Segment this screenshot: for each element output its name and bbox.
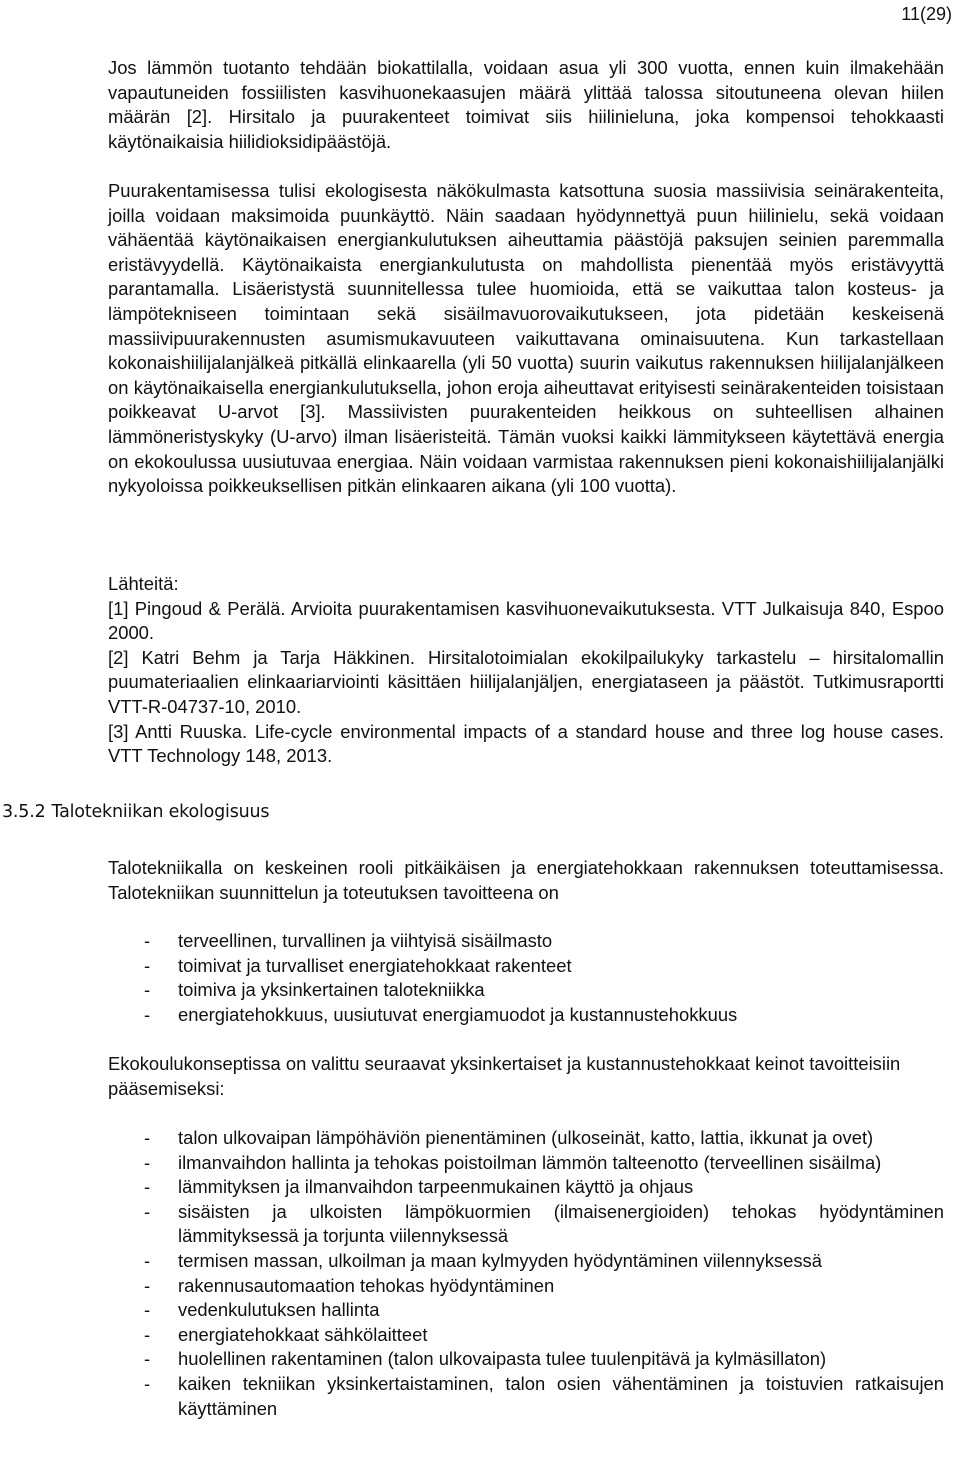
list-item-text: huolellinen rakentaminen (talon ulkovaipasta tulee tuulenpitävä ja kylmäsillaton) bbox=[178, 1348, 827, 1370]
list-item bbox=[108, 1298, 944, 1323]
list-item bbox=[108, 1126, 944, 1151]
page-number: 11(29) bbox=[901, 4, 952, 24]
dash-bullet: - bbox=[144, 1151, 151, 1173]
list-item-text: toimivat ja turvalliset energiatehokkaat rakenteet bbox=[178, 954, 572, 976]
measures-list bbox=[108, 1126, 944, 1421]
list-item-text: energiatehokkaat sähkölaitteet bbox=[178, 1323, 428, 1345]
dash-bullet: - bbox=[144, 1274, 151, 1296]
dash-bullet: - bbox=[144, 1323, 151, 1345]
paragraph-carbon-sink: Jos lämmön tuotanto tehdään biokattilalla, voidaan asua yli 300 vuotta, ennen kuin ilmakehään vapautuneiden fossiilisten kasvihuonekaasujen määrä ylittää talossa sitoutuneena olevan hiilen määrän [2]. Hirsitalo ja puurakenteet toimivat siis hiilinieluna, joka kompensoi tehokkaasti käytönaikaisia hiilidioksidipäästöjä. bbox=[108, 57, 944, 152]
list-item bbox=[108, 1249, 944, 1274]
list-item bbox=[108, 929, 944, 954]
list-item-text: terveellinen, turvallinen ja viihtyisä sisäilmasto bbox=[178, 930, 553, 951]
dash-bullet: - bbox=[144, 979, 151, 1001]
paragraph-building-services-intro: Talotekniikalla on keskeinen rooli pitkäikäisen ja energiatehokkaan rakennuksen toteuttamisessa. Talotekniikan suunnittelun ja toteutuksen tavoitteena on bbox=[108, 857, 944, 903]
section-title: Talotekniikan ekologisuus bbox=[51, 802, 270, 822]
list-item bbox=[108, 1200, 944, 1249]
list-item bbox=[108, 1372, 944, 1421]
reference-item: [2] Katri Behm ja Tarja Häkkinen. Hirsitalotoimialan ekokilpailukyky tarkastelu – hirsitalomallin puumateriaalien elinkaariarviointi käsittäen hiilijalanjäljen, energiataseen ja päästöt. Tutkimusraportti VTT-R-04737-10, 2010. bbox=[108, 646, 944, 717]
list-item-text: rakennusautomaation tehokas hyödyntäminen bbox=[178, 1274, 555, 1296]
section-heading bbox=[2, 800, 269, 824]
dash-bullet: - bbox=[144, 1176, 151, 1198]
list-item-text: toimiva ja yksinkertainen talotekniikka bbox=[178, 979, 485, 1001]
reference-item: [3] Antti Ruuska. Life-cycle environmental impacts of a standard house and three log house cases. VTT Technology 148, 2013. bbox=[108, 720, 944, 767]
goals-list bbox=[108, 929, 944, 1027]
list-item bbox=[108, 1003, 944, 1028]
list-item bbox=[108, 978, 944, 1003]
list-item-text: talon ulkovaipan lämpöhäviön pienentäminen (ulkoseinät, katto, lattia, ikkunat ja ovet) bbox=[178, 1127, 874, 1148]
paragraph-massive-wood-walls: Puurakentamisessa tulisi ekologisesta näkökulmasta katsottuna suosia massiivisia seinärakenteita, joilla voidaan maksimoida puunkäyttö. Näin saadaan hyödynnettyä puun hiilinielu, sekä voidaan vähäentää käytönaikaisen energiankulutuksen aiheuttamia päästöjä paksujen seinien paremmalla eristävyydellä. Käytönaikaista energiankulutusta on mahdollista pienentää myös eristävyyttä parantamalla. Lisäeristystä suunnitellessa tulee huomioida, että se vaikuttaa talon kosteus- ja lämpötekniseen toimintaan sekä sisäilmavuorovaikutukseen, jota pidetään keskeisenä massiivipuurakennusten asumismukavuuteen vaikuttavana ominaisuutena. Kun tarkastellaan kokonaishiilijalanjälkeä pitkällä elinkaarella (yli 50 vuotta) suurin vaikutus rakennuksen hiilijalanjälkeen on käytönaikaisella energiankulutuksella, johon eroja aiheuttavat erityisesti seinärakenteiden toisistaan poikkeavat U-arvot [3]. Massiivisten puurakenteiden heikkous on suhteellisen alhainen lämmöneristyskyky (U-arvo) ilman lisäeristeitä. Tämän vuoksi kaikki lämmitykseen käytettävä energia on ekokoulussa uusiutuvaa energiaa. Näin voidaan varmistaa rakennuksen pieni kokonaishiilijalanjälki nykyoloissa poikkeuksellisen pitkän elinkaaren aikana (yli 100 vuotta). bbox=[108, 180, 944, 497]
list-item bbox=[108, 1347, 944, 1372]
list-item-text: vedenkulutuksen hallinta bbox=[178, 1299, 380, 1321]
reference-item: [1] Pingoud & Perälä. Arvioita puurakentamisen kasvihuonevaikutuksesta. VTT Julkaisuja 840, Espoo 2000. bbox=[108, 597, 944, 644]
list-item-text: ilmanvaihdon hallinta ja tehokas poistoilman lämmön talteenotto (terveellinen sisäilma) bbox=[178, 1151, 882, 1173]
list-item bbox=[108, 1274, 944, 1299]
dash-bullet: - bbox=[144, 930, 151, 951]
list-item bbox=[108, 1323, 944, 1348]
list-item bbox=[108, 1175, 944, 1200]
dash-bullet: - bbox=[144, 954, 151, 976]
list-item-text: kaiken tekniikan yksinkertaistaminen, talon osien vähentäminen ja toistuvien ratkaisujen käyttäminen bbox=[178, 1372, 944, 1419]
dash-bullet: - bbox=[144, 1348, 151, 1370]
dash-bullet: - bbox=[144, 1249, 151, 1271]
dash-bullet: - bbox=[144, 1200, 151, 1222]
list-item-text: lämmityksen ja ilmanvaihdon tarpeenmukainen käyttö ja ohjaus bbox=[178, 1176, 694, 1198]
list-item bbox=[108, 1151, 944, 1176]
dash-bullet: - bbox=[144, 1299, 151, 1321]
list-item bbox=[108, 954, 944, 979]
list-item-text: energiatehokkuus, uusiutuvat energiamuodot ja kustannustehokkuus bbox=[178, 1003, 738, 1025]
dash-bullet: - bbox=[144, 1372, 151, 1394]
dash-bullet: - bbox=[144, 1127, 151, 1148]
list-item-text: termisen massan, ulkoilman ja maan kylmyyden hyödyntäminen viilennyksessä bbox=[178, 1249, 822, 1271]
list-item-text: sisäisten ja ulkoisten lämpökuormien (ilmaisenergioiden) tehokas hyödyntäminen lämmityksessä ja torjunta viilennyksessä bbox=[178, 1200, 944, 1247]
references bbox=[108, 572, 944, 769]
references-heading: Lähteitä: bbox=[108, 573, 179, 594]
section-number: 3.5.2 bbox=[2, 802, 46, 822]
dash-bullet: - bbox=[144, 1003, 151, 1025]
paragraph-measures-intro: Ekokoulukonseptissa on valittu seuraavat yksinkertaiset ja kustannustehokkaat keinot tavoitteisiin pääsemiseksi: bbox=[108, 1053, 901, 1099]
